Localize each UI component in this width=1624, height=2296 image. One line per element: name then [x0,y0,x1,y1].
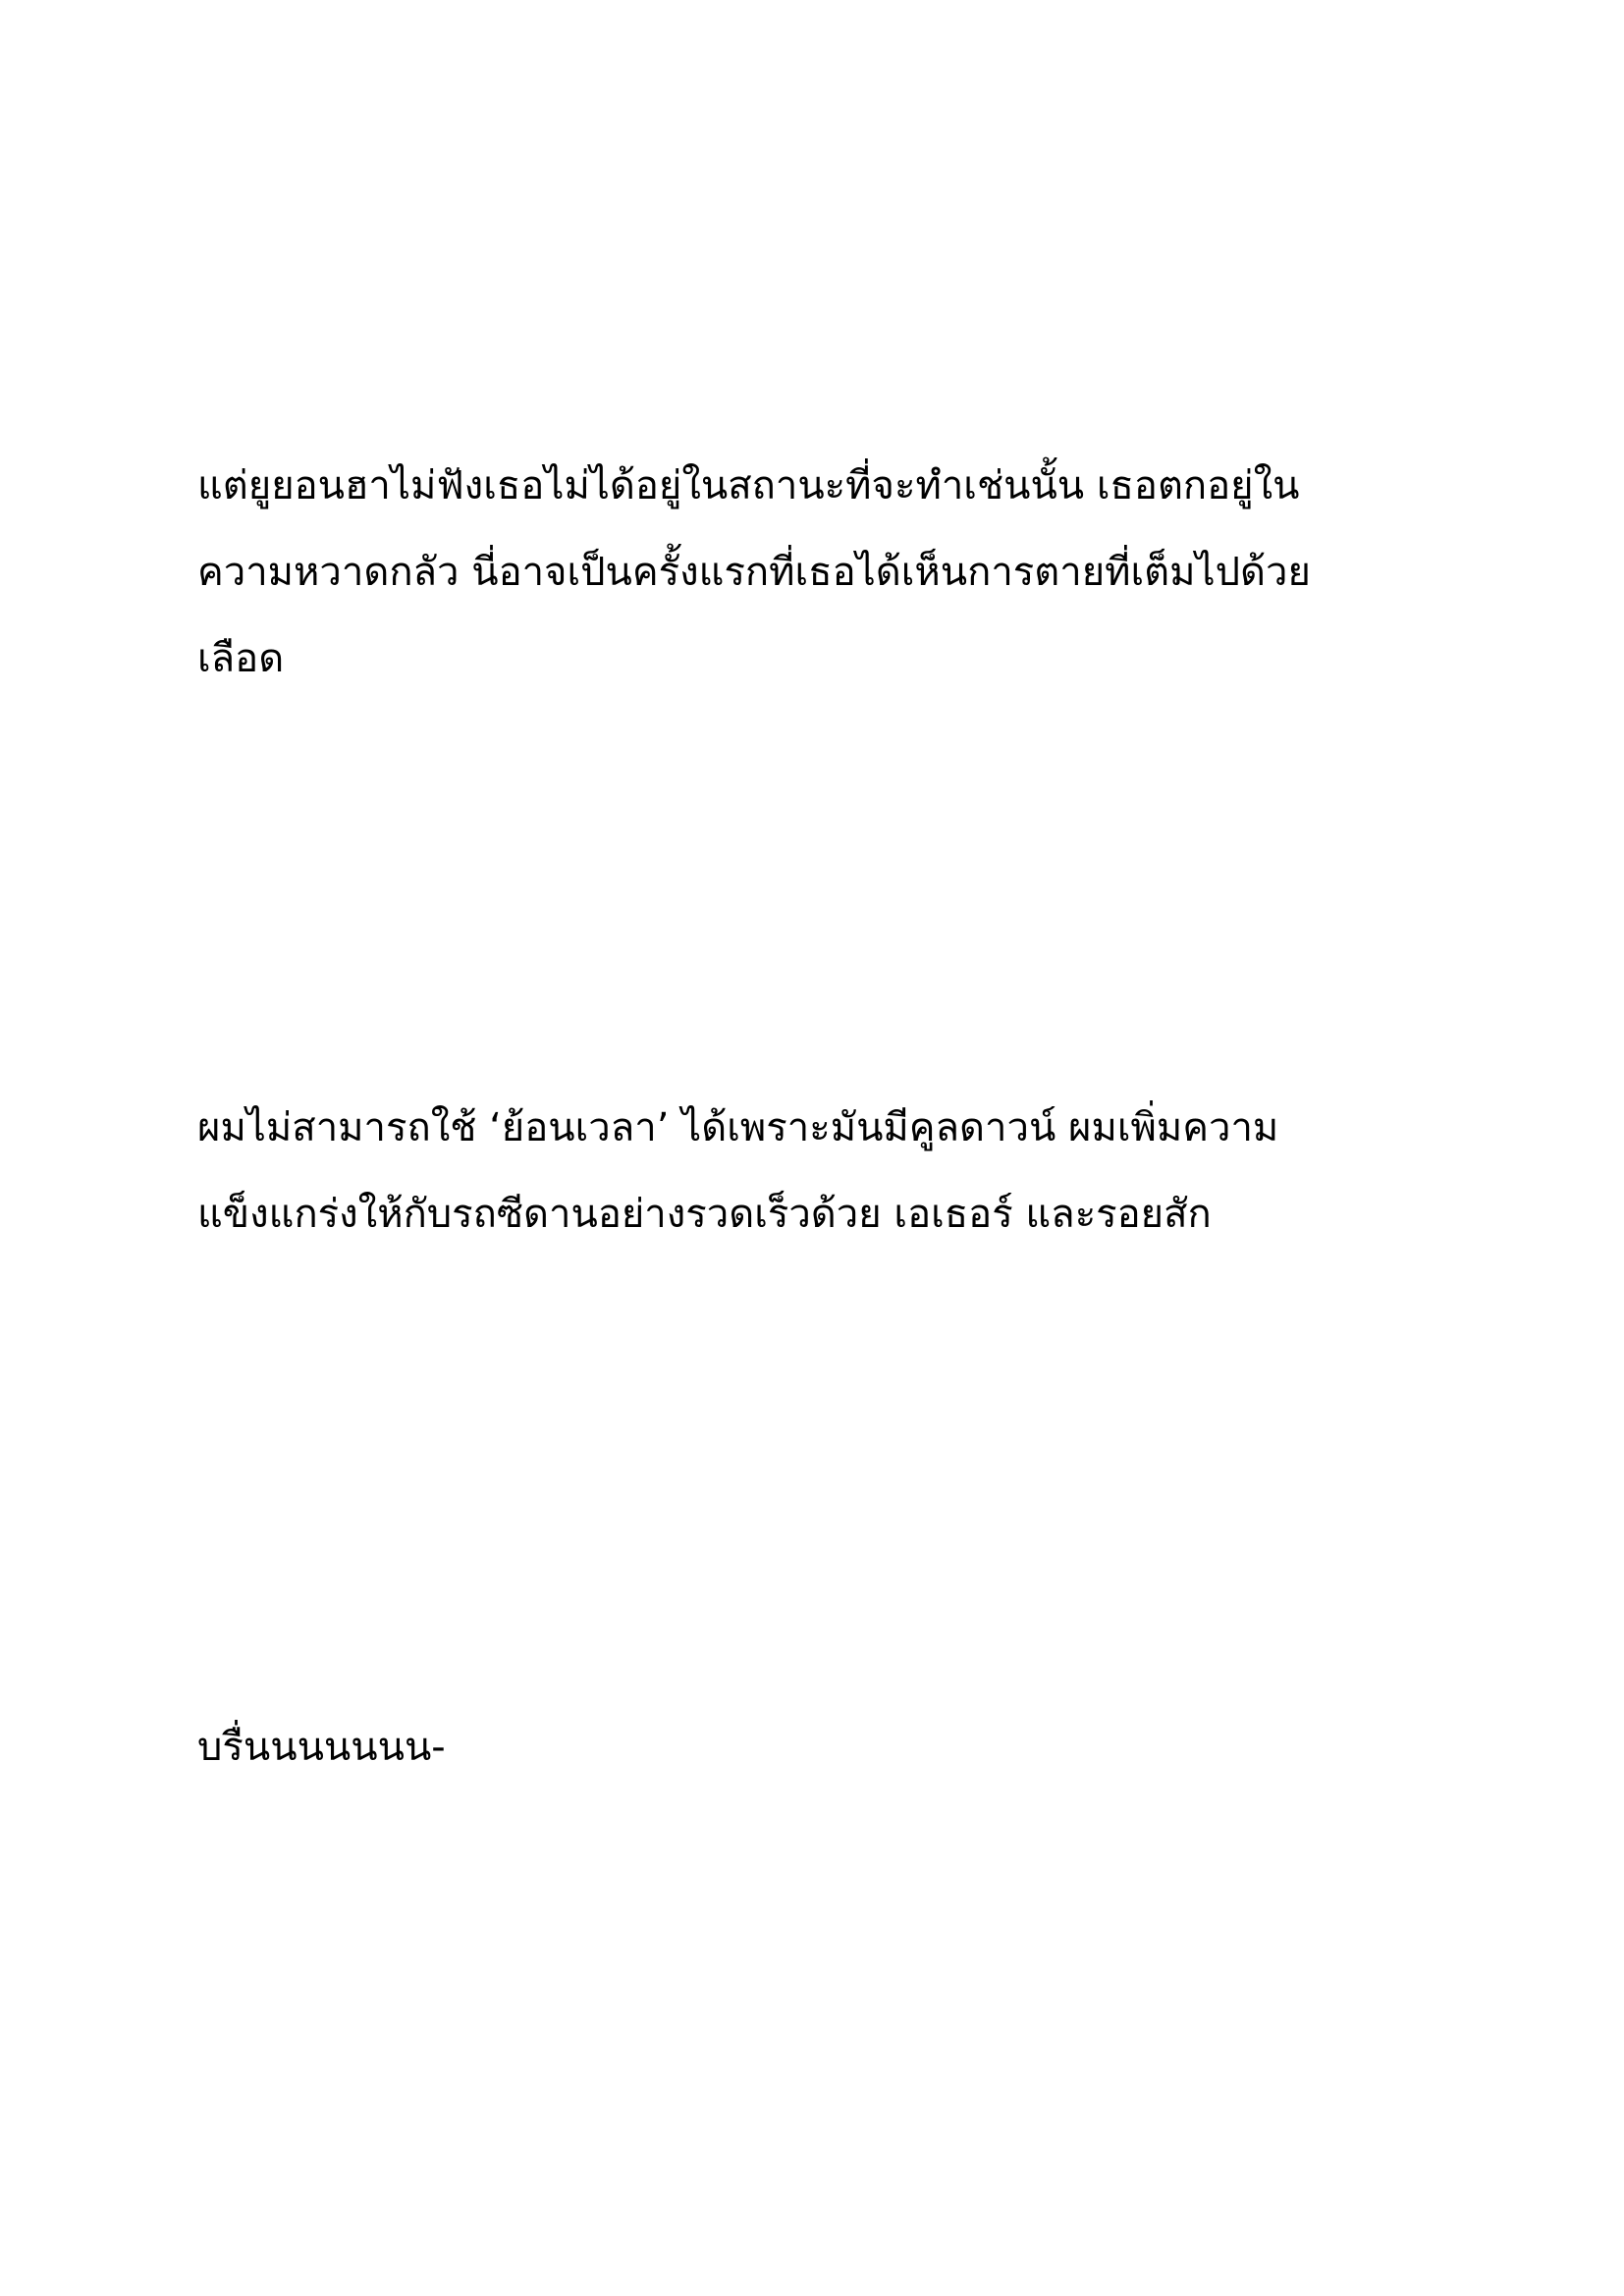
paragraph-1-line-2: ความหวาดกลัว นี่อาจเป็นครั้งแรกที่เธอได้เห็นการตายที่เต็มไปด้วย [197,550,1311,595]
paragraph-2-line-1: ผมไม่สามารถใช้ ‘ย้อนเวลา’ ได้เพราะมันมีคูลดาวน์ ผมเพิ่มความ [197,1105,1279,1150]
paragraph-3-line-1: บรื่นนนนนนน- [197,1725,446,1770]
paragraph-2-line-2: แข็งแกร่งให้กับรถซีดานอย่างรวดเร็วด้วย เอเธอร์ และรอยสัก [197,1192,1212,1237]
paragraph-3 [197,1704,1435,1790]
paragraph-1-line-3: เลือด [197,636,285,681]
paragraph-1 [197,443,1435,702]
paragraph-2 [197,1085,1435,1257]
paragraph-1-line-1: แต่ยูยอนฮาไม่ฟังเธอไม่ได้อยู่ในสถานะที่จะทำเช่นนั้น เธอตกอยู่ใน [197,463,1300,508]
